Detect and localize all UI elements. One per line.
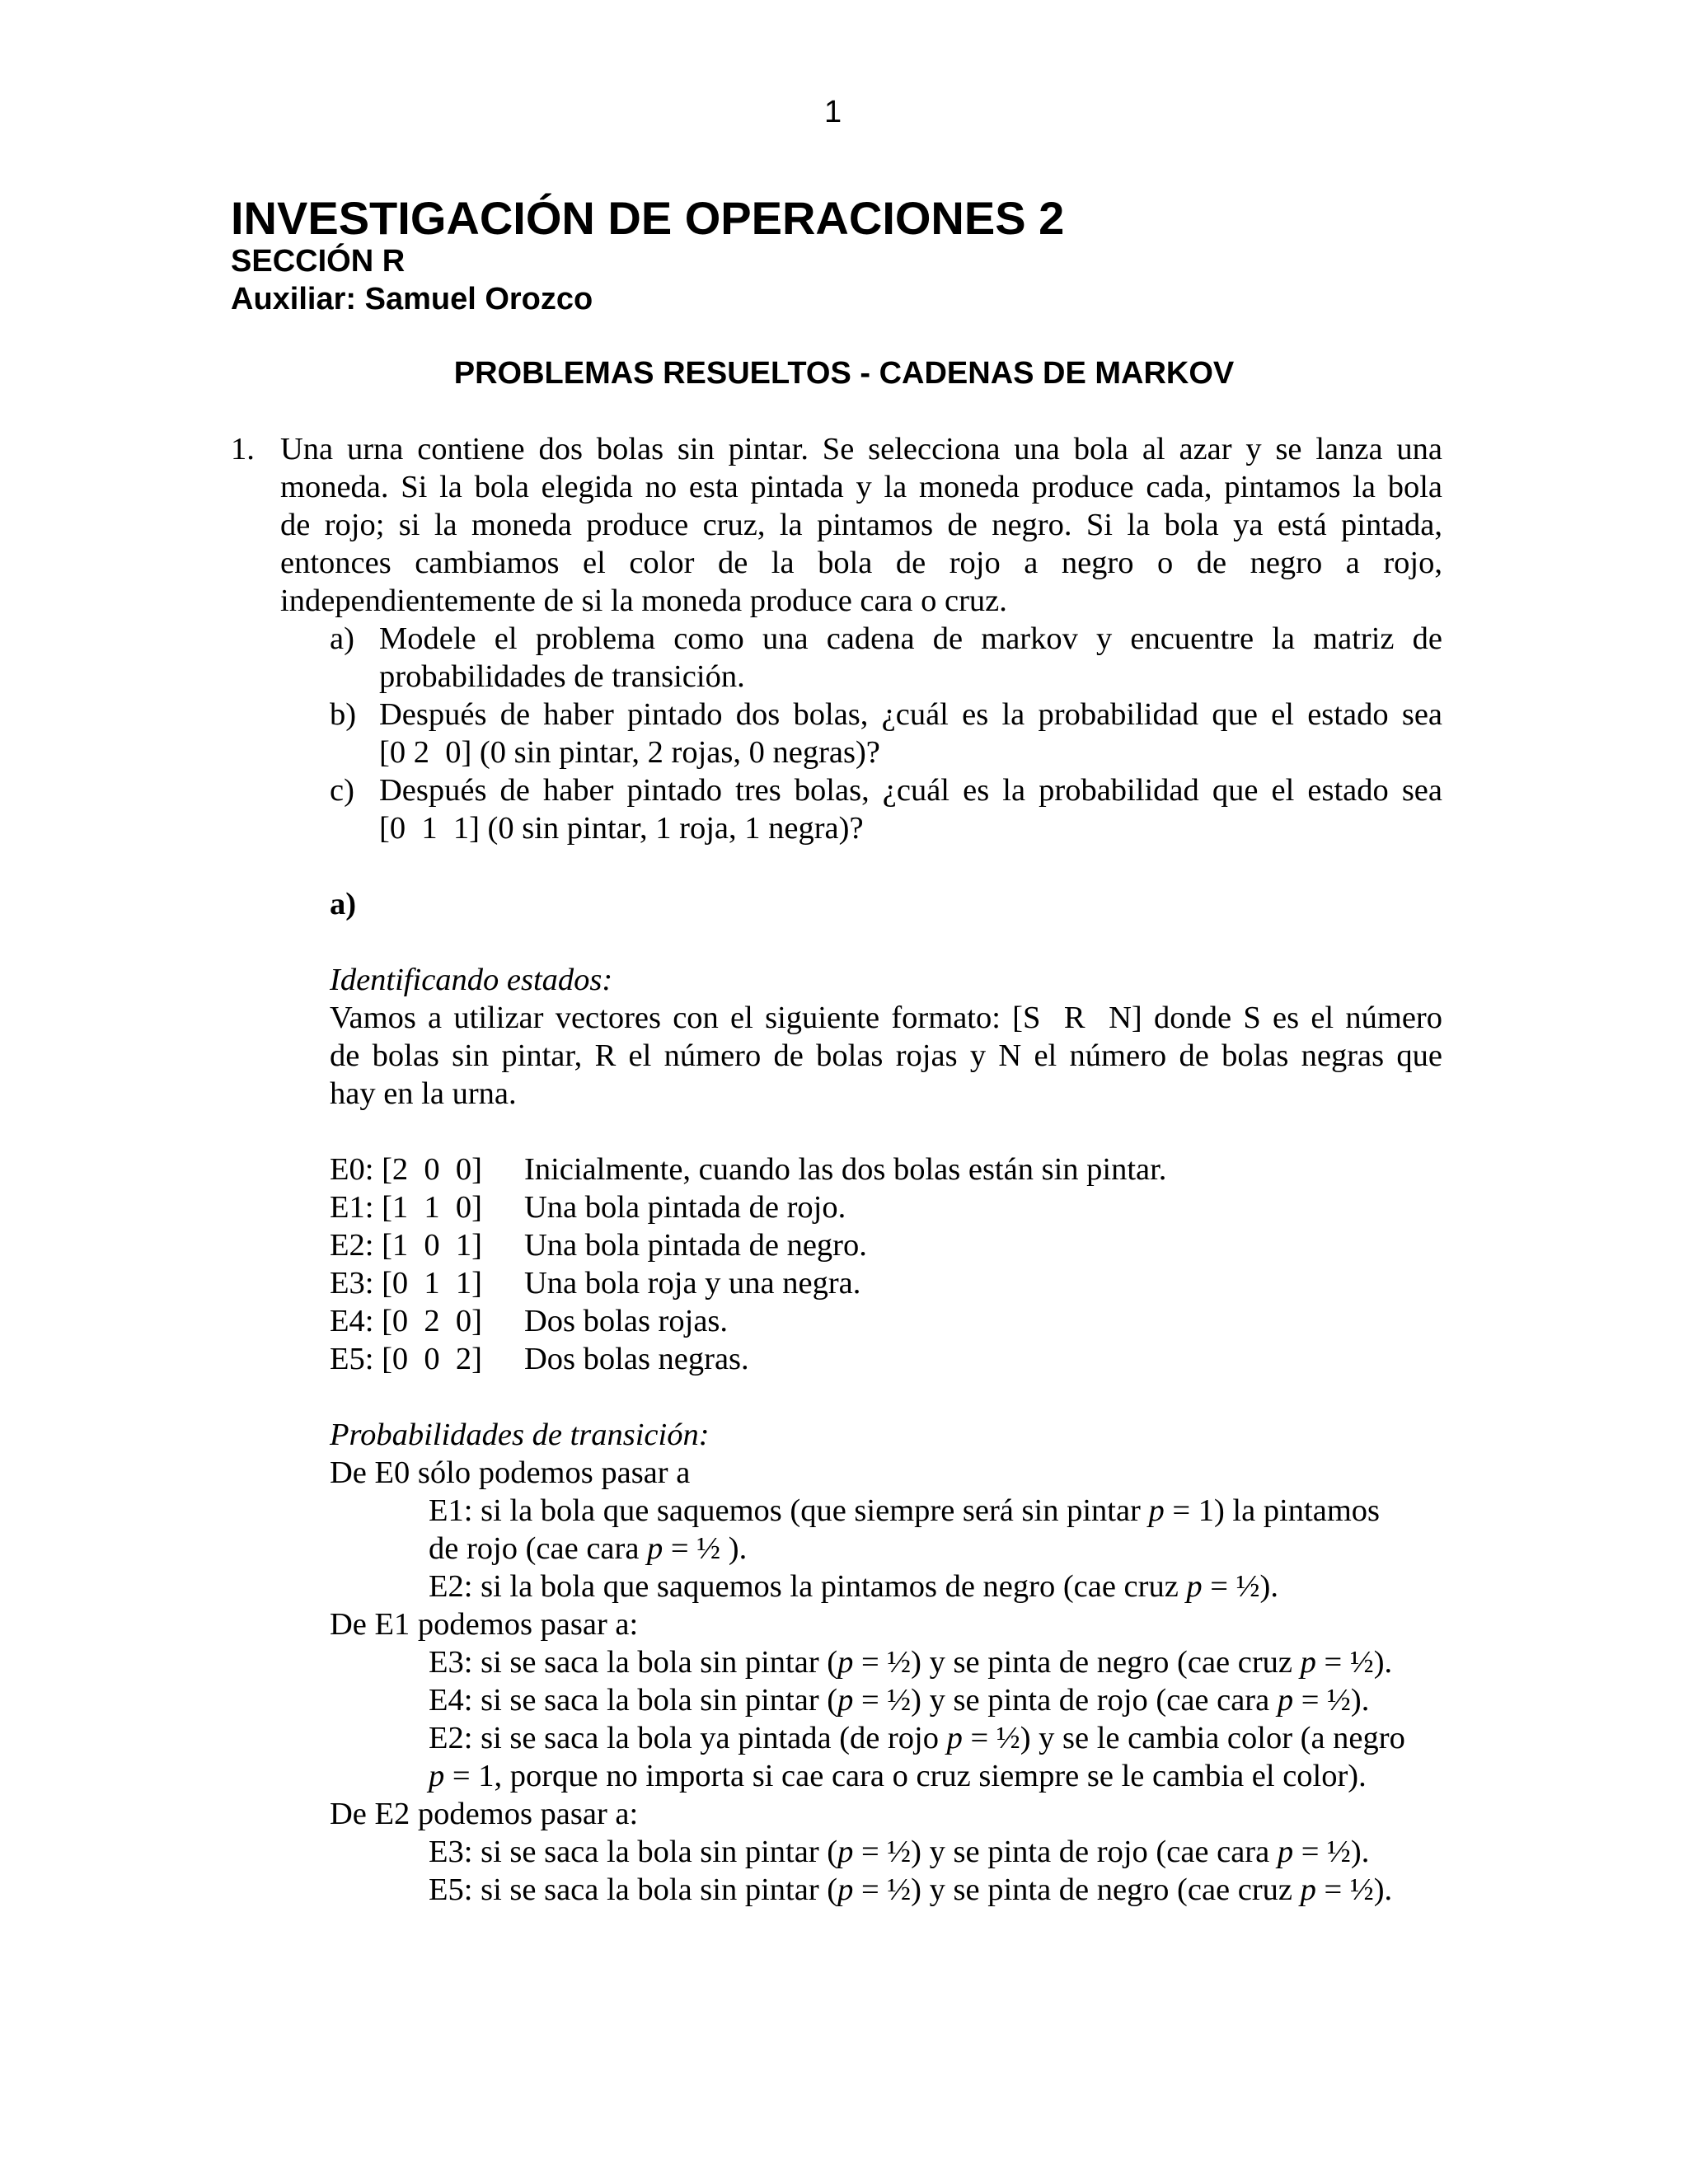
from-e1-label: De E1 podemos pasar a: [330, 1607, 639, 1642]
problem-line: independientemente de si la moneda produce cara o cruz. [280, 583, 1007, 618]
auxiliar-label: Auxiliar: Samuel Orozco [231, 282, 593, 316]
section-label: SECCIÓN R [231, 244, 406, 279]
transition-line: E1: si la bola que saquemos (que siempre será sin pintar p = 1) la pintamos [429, 1493, 1380, 1528]
states-intro-line: de bolas sin pintar, R el número de bolas rojas y N el número de bolas negras que [330, 1038, 1442, 1073]
solution-part-label: a) [330, 887, 357, 921]
state-description: Una bola pintada de negro. [524, 1228, 867, 1263]
transition-line: E2: si la bola que saquemos la pintamos de negro (cae cruz p = ½). [429, 1569, 1278, 1604]
problem-line: de rojo; si la moneda produce cruz, la pintamos de negro. Si la bola ya está pintada, [280, 508, 1442, 542]
transition-line: E4: si se saca la bola sin pintar (p = ½) y se pinta de rojo (cae cara p = ½). [429, 1683, 1370, 1718]
states-intro-line: hay en la urna. [330, 1076, 517, 1111]
part-b-line: [0 2 0] (0 sin pintar, 2 rojas, 0 negras)? [379, 735, 880, 770]
state-description: Dos bolas rojas. [524, 1304, 729, 1338]
problem-line: entonces cambiamos el color de la bola de rojo a negro o de negro a rojo, [280, 546, 1442, 580]
state-vector: E0: [2 0 0] [330, 1152, 482, 1187]
part-c-label: c) [330, 773, 354, 808]
problems-heading: PROBLEMAS RESUELTOS - CADENAS DE MARKOV [453, 356, 1235, 391]
from-e2-label: De E2 podemos pasar a: [330, 1797, 639, 1831]
transition-line: E5: si se saca la bola sin pintar (p = ½) y se pinta de negro (cae cruz p = ½). [429, 1872, 1393, 1907]
state-vector: E2: [1 0 1] [330, 1228, 482, 1263]
state-description: Dos bolas negras. [524, 1342, 749, 1376]
part-a-line: probabilidades de transición. [379, 659, 745, 694]
state-description: Una bola pintada de rojo. [524, 1190, 846, 1225]
problem-number: 1. [231, 432, 255, 466]
part-b-label: b) [330, 697, 357, 732]
states-heading: Identificando estados: [330, 963, 613, 997]
part-a-label: a) [330, 621, 354, 656]
state-vector: E5: [0 0 2] [330, 1342, 482, 1376]
transition-line: E3: si se saca la bola sin pintar (p = ½) y se pinta de rojo (cae cara p = ½). [429, 1835, 1370, 1869]
part-c-line: Después de haber pintado tres bolas, ¿cuál es la probabilidad que el estado sea [379, 773, 1442, 808]
problem-line: Una urna contiene dos bolas sin pintar. Se selecciona una bola al azar y se lanza una [280, 432, 1442, 466]
from-e0-label: De E0 sólo podemos pasar a [330, 1455, 691, 1490]
part-a-line: Modele el problema como una cadena de markov y encuentre la matriz de [379, 621, 1442, 656]
transition-line: de rojo (cae cara p = ½ ). [429, 1531, 748, 1566]
transition-line: E2: si se saca la bola ya pintada (de rojo p = ½) y se le cambia color (a negro [429, 1721, 1405, 1755]
transitions-heading: Probabilidades de transición: [330, 1418, 710, 1452]
states-intro-line: Vamos a utilizar vectores con el siguiente formato: [S R N] donde S es el número [330, 1001, 1442, 1035]
state-description: Inicialmente, cuando las dos bolas están sin pintar. [524, 1152, 1167, 1187]
transition-line: E3: si se saca la bola sin pintar (p = ½) y se pinta de negro (cae cruz p = ½). [429, 1645, 1393, 1680]
document-title: INVESTIGACIÓN DE OPERACIONES 2 [231, 192, 1065, 244]
state-vector: E3: [0 1 1] [330, 1266, 482, 1301]
page-number: 1 [824, 95, 842, 129]
problem-line: moneda. Si la bola elegida no esta pintada y la moneda produce cada, pintamos la bola [280, 470, 1442, 504]
state-description: Una bola roja y una negra. [524, 1266, 861, 1301]
state-vector: E4: [0 2 0] [330, 1304, 482, 1338]
state-vector: E1: [1 1 0] [330, 1190, 482, 1225]
part-c-line: [0 1 1] (0 sin pintar, 1 roja, 1 negra)? [379, 811, 864, 846]
part-b-line: Después de haber pintado dos bolas, ¿cuál es la probabilidad que el estado sea [379, 697, 1442, 732]
transition-line: p = 1, porque no importa si cae cara o cruz siempre se le cambia el color). [429, 1759, 1367, 1793]
